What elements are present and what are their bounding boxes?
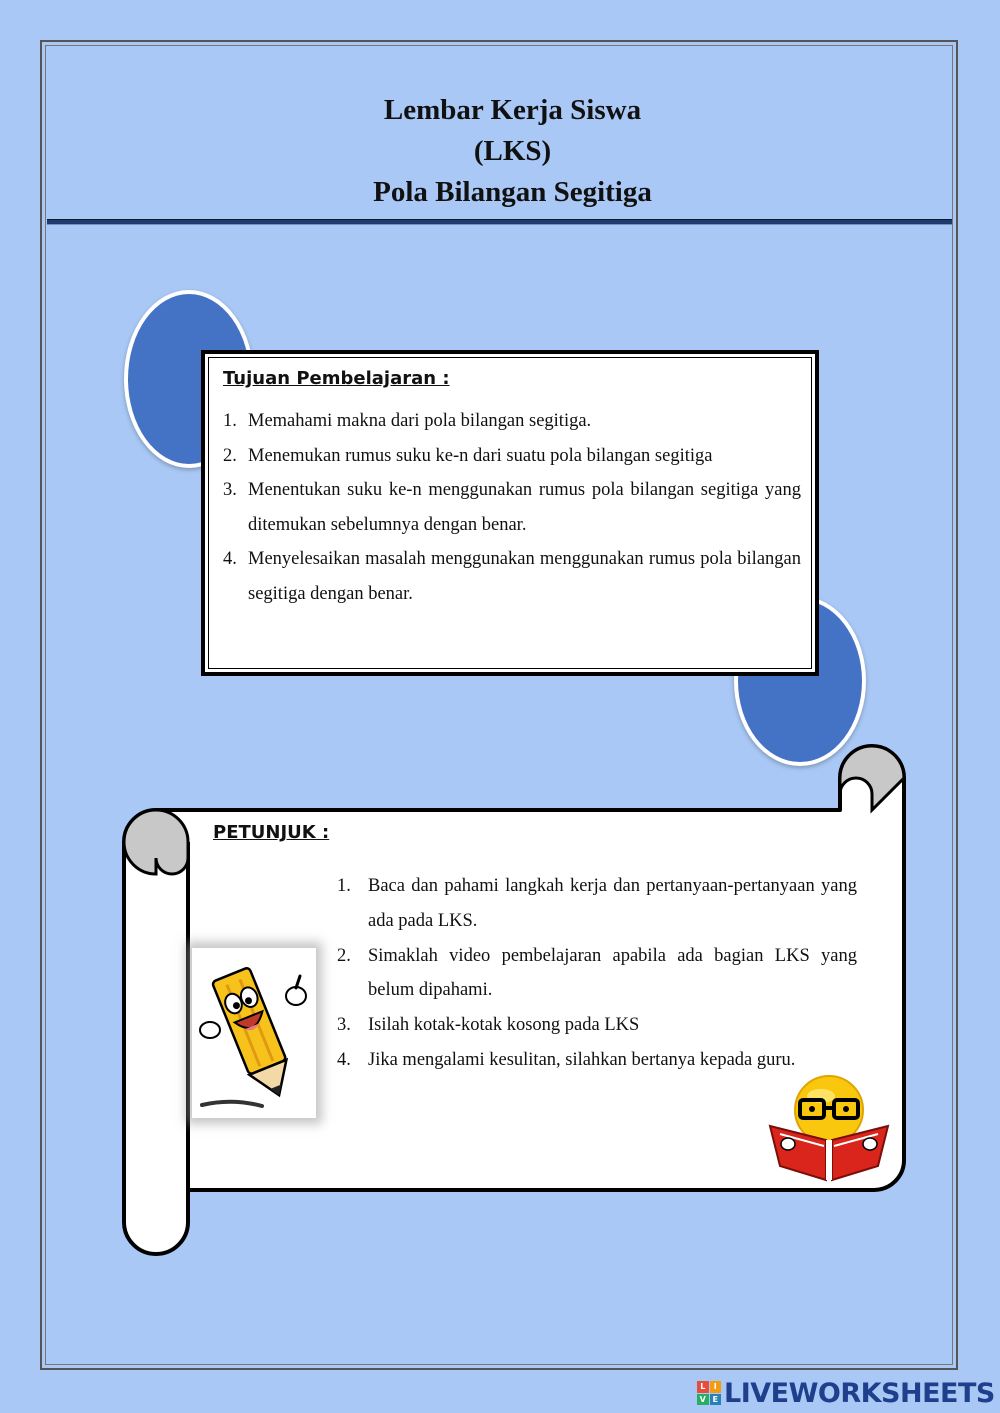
list-item-number: 2. <box>223 445 237 466</box>
list-item-number: 1. <box>337 876 351 896</box>
logo-letter: V <box>697 1394 709 1406</box>
list-item-number: 3. <box>337 1015 351 1036</box>
list-item-text: Menentukan suku ke-n menggunakan rumus pola bilangan segitiga yang ditemukan sebelumnya dengan benar. <box>248 480 801 535</box>
list-item <box>337 1043 857 1078</box>
list-item-text: Menemukan rumus suku ke-n dari suatu pola bilangan segitiga <box>248 445 713 466</box>
reading-smiley-card <box>766 1074 892 1186</box>
list-item-text: Simaklah video pembelajaran apabila ada bagian LKS yang belum dipahami. <box>368 945 857 1001</box>
pencil-mascot-card <box>192 948 316 1118</box>
title-line-1: Lembar Kerja Siswa <box>383 94 642 126</box>
instructions-list <box>337 869 857 1078</box>
list-item <box>337 869 857 939</box>
list-item <box>337 939 857 1009</box>
list-item-number: 4. <box>223 549 237 569</box>
liveworksheets-watermark <box>697 1376 995 1410</box>
logo-letter: L <box>697 1381 709 1393</box>
title-line-3: Pola Bilangan Segitiga <box>373 176 652 208</box>
list-item-number: 3. <box>223 480 237 500</box>
list-item-number: 4. <box>337 1049 351 1070</box>
list-item-text: Baca dan pahami langkah kerja dan pertanyaan-pertanyaan yang ada pada LKS. <box>368 876 857 931</box>
reading-smiley-icon <box>766 1074 892 1186</box>
learning-goals-heading: Tujuan Pembelajaran : <box>223 368 450 389</box>
list-item-number: 2. <box>337 945 351 966</box>
pencil-mascot-icon <box>192 948 316 1118</box>
list-item <box>337 1008 857 1043</box>
list-item-number: 1. <box>223 411 237 431</box>
watermark-text: LIVEWORKSHEETS <box>724 1377 995 1409</box>
title-line-2: (LKS) <box>473 135 552 167</box>
list-item-text: Jika mengalami kesulitan, silahkan bertanya kepada guru. <box>368 1049 796 1070</box>
logo-letter: E <box>710 1394 722 1406</box>
liveworksheets-logo-icon <box>697 1381 721 1405</box>
list-item-text: Memahami makna dari pola bilangan segitiga. <box>248 411 592 431</box>
list-item-text: Isilah kotak-kotak kosong pada LKS <box>368 1015 640 1036</box>
logo-letter: I <box>710 1381 722 1393</box>
instructions-heading: PETUNJUK : <box>213 822 330 843</box>
list-item-text: Menyelesaikan masalah menggunakan menggunakan rumus pola bilangan segitiga dengan benar. <box>248 549 801 604</box>
